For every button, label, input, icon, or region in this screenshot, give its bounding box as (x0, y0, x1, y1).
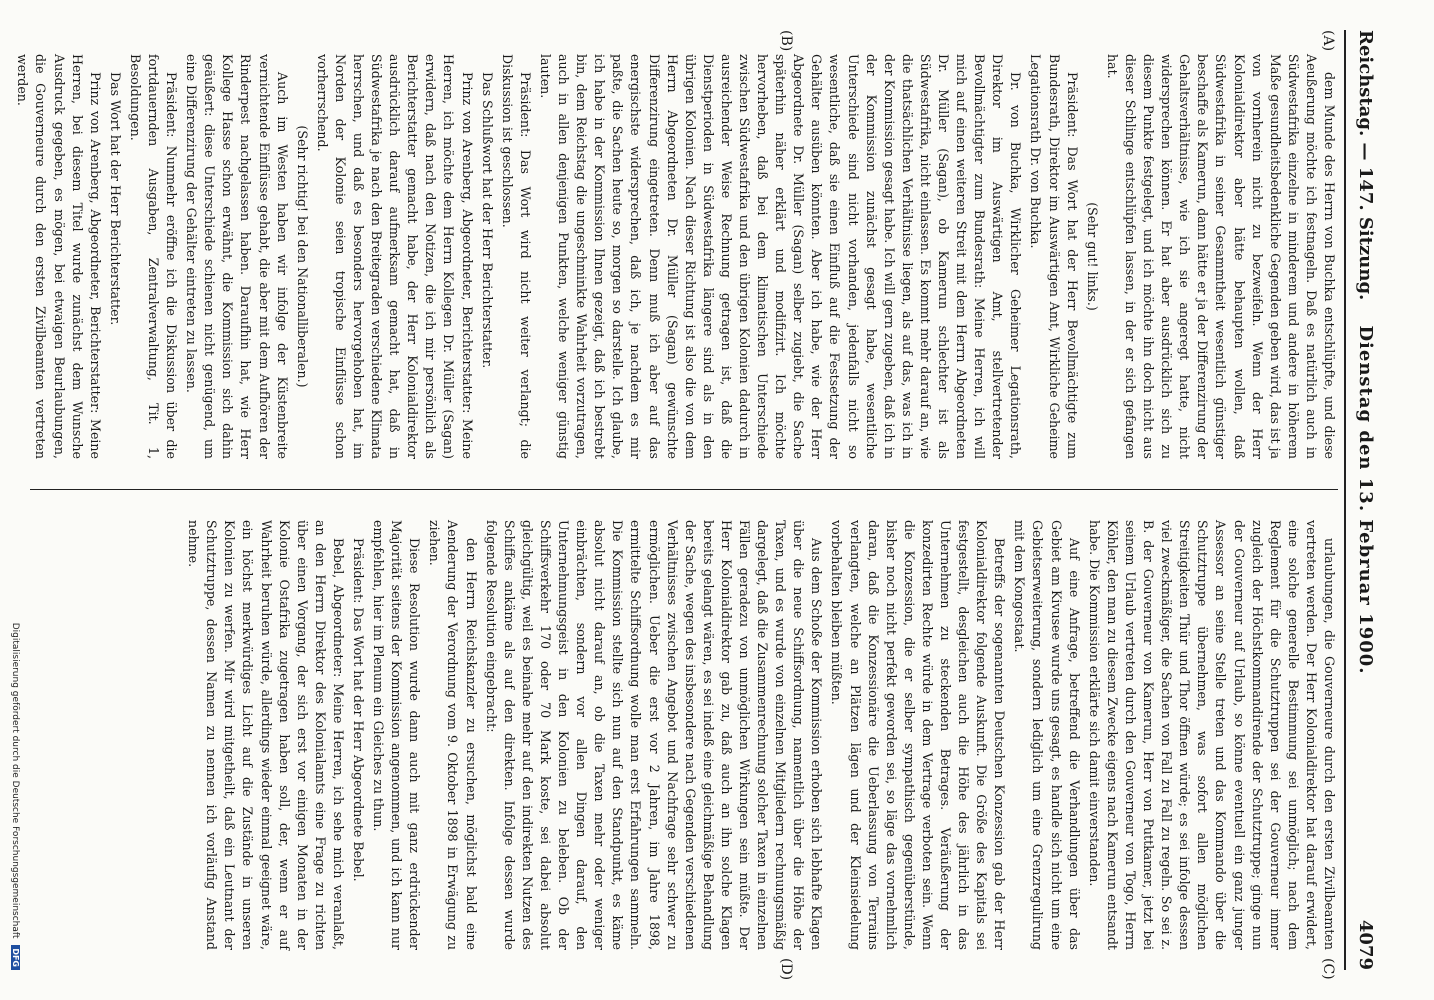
margin-marker-c: (C) (1320, 958, 1336, 980)
paragraph: dem Munde des Herrn von Buchka entschlüpfte, und diese Aeußerung möchte ich festnageln. Daß es natürlich auch in Südwestafrika einzelne in minderem und andere in höherem Maße gesundheitsbedenkliche Gegenden geben wird, das ist ja von vornherein nicht zu bezweifeln. Wenn der Herr Kolonialdirektor aber hätte behaupten wollen, daß Südwestafrika in seiner Gesammtheit wesentlich günstiger beschaffe als Kamerun, dann hätte er ja der Differenzirung der Gehaltsverhältnisse, wie ich sie angeregt hatte, nicht widersprechen können. Er hat aber ausdrücklich sich zu diesem Punkte festgelegt, und ich möchte ihn doch nicht aus dieser Schlinge entschlüpfen lassen, in der er sich gefangen hat. (1104, 54, 1337, 459)
page-header (1348, 30, 1384, 970)
margin-marker-d: (D) (778, 958, 794, 981)
paragraph: Präsident: Das Wort hat der Herr Bevollmächtigte zum Bundesrath, Direktor im Auswärtigen Amt, Wirkliche Geheime Legationsrath Dr. von Buchka. (1028, 54, 1080, 459)
left-column (15, 54, 1338, 459)
paragraph: Diese Resolution wurde dann auch mit ganz erdrückender Majorität seitens der Kommission angenommen, und ich kann nur empfehlen, hier im Plenum ein Gleiches zu thun. (371, 520, 423, 950)
paragraph: Das Wort hat der Herr Berichterstatter. (107, 72, 123, 326)
interjection: (Sehr gut! links.) (1084, 202, 1100, 311)
paragraph: Präsident: Nunmehr eröffne ich die Diskussion über die fortdauernden Ausgaben, Zentralverwaltung, Tit. 1, Besoldungen. (127, 54, 180, 459)
paragraph: Bebel, Abgeordneter: Meine Herren, ich sehe mich veranlaßt, an den Herrn Direktor des Kolonialamts eine Frage zu richten über einen Vorgang, der sich erst vor einigen Monaten in der Kolonie Ostafrika zugetragen haben soll, der, wenn er auf Wahrheit beruhen würde, allerdings wieder einmal geeignet wäre, ein höchst merkwürdiges Licht auf die Zustände in unseren Kolonien zu werfen. Mir wird mitgetheilt, daß ein Leutnant der Schutztruppe, dessen Namen zu nennen ich vorläufig Anstand nehme. (186, 520, 346, 950)
margin-marker-a: (A) (1320, 30, 1336, 52)
paragraph: urlaubungen, die Gouverneure durch den ersten Zivilbeamten vertreten werden. Der Herr Kolonialdirektor hat darauf erwidert, eine solche generelle Bestimmung sei unmöglich; nach dem Reglement für die Schutztruppen sei der Gouverneur immer zugleich der Höchstkommandirende der Schutztruppe; ginge nun der Gouverneur auf Urlaub, so könne eventuell ein ganz junger Assessor an seine Stelle treten und das Kommando über die Schutztruppe übernehmen, was sofort allen möglichen Streitigkeiten Thür und Thor öffnen würde; es sei infolge dessen viel zweckmäßiger, die Sachen von Fall zu Fall zu regeln. So sei z. B. der Gouverneur von Kamerun, Herr von Puttkamer, jetzt bei seinem Urlaub vertreten durch den Gouverneur von Togo, Herrn Köhler, den man zu diesem Zwecke eigens nach Kamerun entsandt habe. Die Kommission erklärte sich damit einverstanden. (1086, 520, 1337, 950)
page-number: 4079 (1355, 919, 1376, 970)
margin-marker-b: (B) (778, 30, 794, 52)
column-divider (30, 489, 1338, 490)
paragraph: Präsident: Das Wort wird nicht weiter verlangt; die Diskussion ist geschlossen. (499, 54, 533, 459)
resolution-text: den Herrn Reichskanzler zu ersuchen, möglichst bald eine Aenderung der Verordnung vom 9. Oktober 1898 in Erwägung zu ziehen. (427, 520, 479, 950)
dfg-logo: DFG (11, 945, 20, 970)
paragraph: Das Schlußwort hat der Herr Berichterstatter. (479, 72, 495, 369)
paragraph: Aus dem Schoße der Kommission erhoben sich lebhafte Klagen über die neue Schiffsordnung, namentlich über die Höhe der Taxen, und es wurde von einzelnen Mitgliedern rechnungsmäßig dargelegt, daß die Zusammenrechnung solcher Taxen in einzelnen Fällen geradezu von unmöglichen Wirkungen sein müßte. Der Herr Kolonialdirektor gab zu, daß auch an ihn solche Klagen bereits gelangt wären, es sei indeß eine gleichmäßige Behandlung der Sache, wegen des insbesondere nach Gegenden verschiedenen Verhältnisses zwischen Angebot und Nachfrage sehr schwer zu ermöglichen. Ueber die erst vor 2 Jahren, im Jahre 1898, ermittelte Schiffsordnung wolle man erst Erfahrungen sammeln. Die Kommission stellte sich nun auf den Standpunkt, es käme absolut nicht darauf an, ob die Taxen mehr oder weniger einbrächten, sondern vor allen Dingen darauf, den Unternehmungsgeist in den Kolonien zu beleben. Ob der Schiffsverkehr 170 oder 70 Mark koste, sei dabei absolut gleichgültig, weil es beinahe mehr auf den indirekten Nutzen des Schiffes ankäme als auf den direkten. Infolge dessen wurde folgende Resolution eingebracht: (483, 520, 825, 950)
paragraph: Präsident: Das Wort hat der Herr Abgeordnete Bebel. (351, 538, 367, 882)
paragraph: Auch im Westen haben wir infolge der Küstenbreite vernichtende Einflüsse gehabt, die aber mit dem Aufhören der Rinderpest nachgelassen haben. Daraufhin hat, wie Herr Kollege Hasse schon erwähnt, die Kommission sich dahin geäußert: diese Unterschiede schienen nicht genügend, um eine Differenzirung der Gehälter eintreten zu lassen. (184, 54, 290, 459)
paragraph: Auf eine Anfrage, betreffend die Verhandlungen über das Gebiet am Kivusee wurde uns gesagt, es handle sich nicht um eine Gebietserweiterung, sondern lediglich um eine Grenzregulirung mit dem Kongostaat. (1012, 520, 1082, 950)
interjection: (Sehr richtig! bei den Nationalliberalen.) (294, 125, 310, 388)
credit-text: Digitalisierung gefördert durch die Deutsche Forschungsgemeinschaft (10, 622, 20, 939)
paragraph: Prinz von Arenberg, Abgeordneter, Berichterstatter: Meine Herren, bei diesem Titel wurde zunächst dem Wunsche Ausdruck gegeben, es mögen, bei etwaigen Beurlaubungen, die Gouverneure durch den ersten Zivilbeamten vertreten werden. (15, 54, 103, 459)
paragraph: Prinz von Arenberg, Abgeordneter, Berichterstatter: Meine Herren, ich möchte dem Herrn Kollegen Dr. Müller (Sagan) erwidern, daß nach den Notizen, die ich mir persönlich als Berichterstatter gemacht habe, der Herr Kolonialdirektor ausdrücklich darauf aufmerksam gemacht hat, daß in Südwestafrika je nach den Breitegraden verschiedene Klimata herrschen, und daß es besonders hervorgehoben hat, im Norden der Kolonie seien tropische Einflüsse schon vorherrschend. (314, 54, 475, 459)
header-rule (1344, 30, 1346, 970)
digitization-credit (6, 0, 20, 1000)
paragraph: Betreffs der sogenannten Deutschen Konzession gab der Herr Kolonialdirektor folgende Auskunft. Die Größe des Kapitals sei festgestellt, desgleichen auch die Höhe des jährlich in das Unternehmen zu steckenden Betrages. Veräußerung der konzedirten Rechte würde in dem Vertrage verboten sein. Wenn die Konzession, die er selber sympathisch gegenüberstünde, bisher noch nicht perfekt geworden sei, so läge das vornehmlich daran, daß die Konzessionäre die Ueberlassung von Terrains verlangten, welche an Plätzen lägen und der Kleinsiedelung vorbehalten bleiben müßten. (829, 520, 1008, 950)
paragraph: Dr. von Buchka, Wirklicher Geheimer Legationsrath, Direktor im Auswärtigen Amt, stellvertretender Bevollmächtigter zum Bundesrath: Meine Herren, ich will mich auf einen weiteren Streit mit dem Herrn Abgeordneten Dr. Müller (Sagan), ob Kamerun schlechter ist als Südwestafrika, nicht einlassen. Es kommt mehr darauf an, wie die thatsächlichen Verhältnisse liegen, als auf das, was ich in der Kommission gesagt habe. Ich will gern zugeben, daß ich in der Kommission zunächst gesagt habe, wesentliche Unterschiede sind nicht vorhanden, jedenfalls nicht so wesentliche, daß sie einen Einfluß auf die Festsetzung der Gehälter ausüben könnten. Aber ich habe, wie der Herr Abgeordnete Dr. Müller (Sagan) selber zugiebt, die Sache späterhin näher erklärt und modifizirt. Ich möchte hervorheben, daß bei dem klimatischen Unterschiede zwischen Südwestafrika und den übrigen Kolonien dadurch in ausreichender Weise Rechnung getragen ist, daß die Dienstperioden in Südwestafrika längere sind als in den übrigen Kolonien. Nach dieser Richtung ist also die von dem Herrn Abgeordneten Dr. Müller (Sagan) gewünschte Differenzirung eingetreten. Denn muß ich aber auf das energischste widersprechen, daß ich, je nachdem es mir paßte, die Sachen heute so, morgen so darstelle. Ich glaube, ich habe in der Kommission Ihnen gezeigt, daß ich bestrebt bin, dem Reichstag die ungeschminkte Wahrheit vorzutragen, auch in allen denjenigen Punkten, welche weniger günstig lauten. (537, 54, 1024, 459)
right-column (30, 520, 1338, 950)
header-date: Dienstag den 13. Februar 1900. (1355, 325, 1376, 675)
header-session: Reichstag. — 147. Sitzung. (1355, 30, 1376, 301)
